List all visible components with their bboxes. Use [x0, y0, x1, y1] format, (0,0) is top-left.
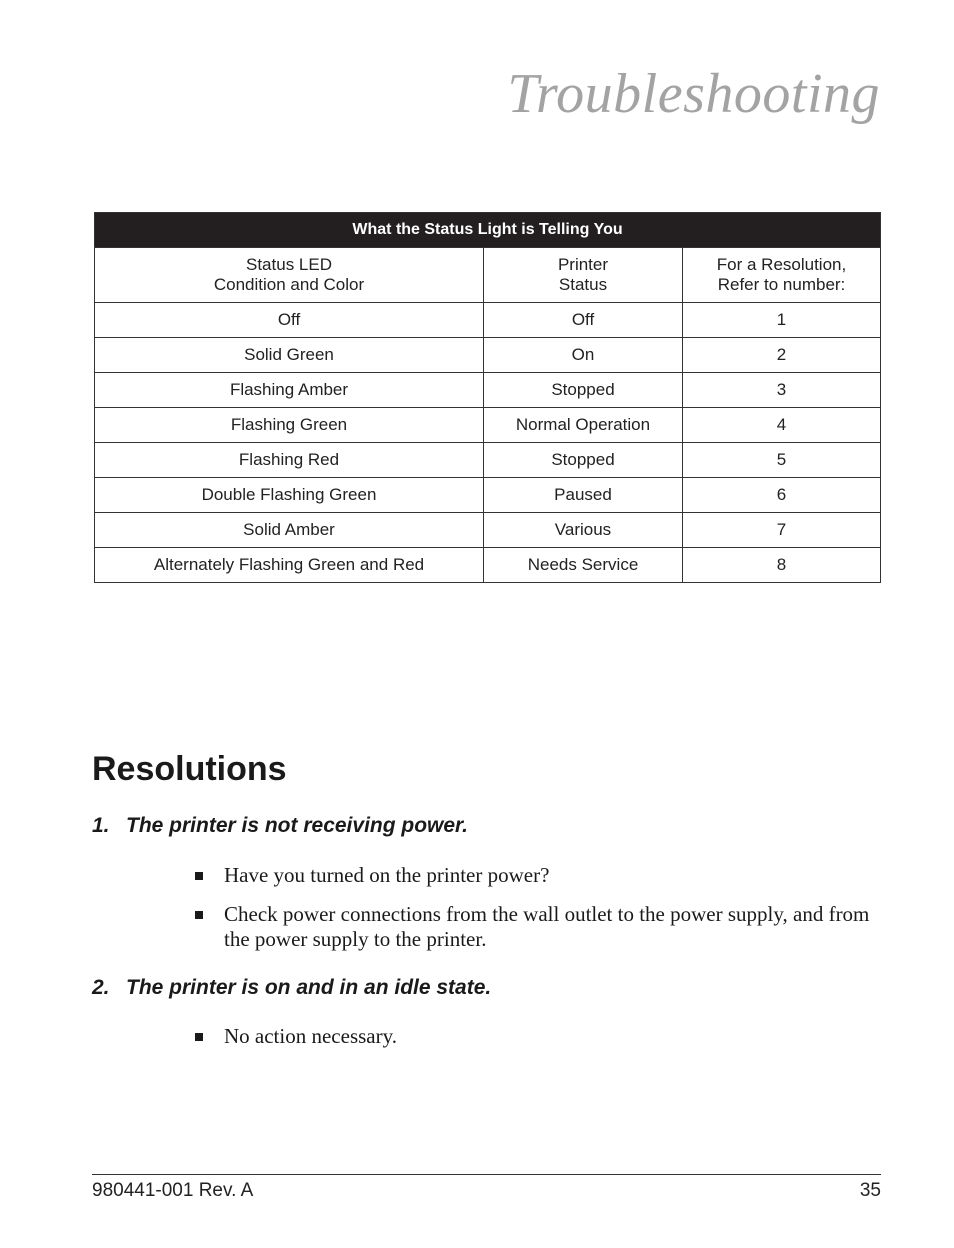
led-condition-cell: Solid Amber: [95, 513, 484, 548]
led-condition-cell: Flashing Green: [95, 408, 484, 443]
printer-status-cell: Paused: [484, 478, 683, 513]
list-item: Check power connections from the wall outlet to the power supply, and from the power supply to the printer.: [194, 902, 874, 952]
resolution-number-cell: 3: [683, 373, 881, 408]
status-light-table: [94, 212, 881, 583]
footer-divider: [92, 1174, 881, 1175]
table-caption: What the Status Light is Telling You: [95, 213, 881, 248]
table-row: [95, 548, 881, 583]
table-row: [95, 513, 881, 548]
printer-status-cell: Needs Service: [484, 548, 683, 583]
list-item: Have you turned on the printer power?: [194, 863, 874, 888]
resolutions-heading: Resolutions: [92, 750, 287, 788]
resolution-number: 2.: [92, 976, 110, 999]
printer-status-cell: Normal Operation: [484, 408, 683, 443]
printer-status-cell: Stopped: [484, 443, 683, 478]
resolution-number-cell: 1: [683, 303, 881, 338]
square-bullet-icon: [195, 872, 203, 880]
table-row: [95, 303, 881, 338]
resolution-1-bullets: [194, 863, 874, 966]
square-bullet-icon: [195, 911, 203, 919]
resolution-number-cell: 8: [683, 548, 881, 583]
resolution-number: 1.: [92, 814, 110, 837]
table-row: [95, 338, 881, 373]
chapter-title: Troubleshooting: [507, 63, 880, 125]
led-condition-cell: Flashing Red: [95, 443, 484, 478]
table-row: [95, 373, 881, 408]
printer-status-cell: Off: [484, 303, 683, 338]
resolution-number-cell: 7: [683, 513, 881, 548]
led-condition-cell: Off: [95, 303, 484, 338]
printer-status-cell: Stopped: [484, 373, 683, 408]
resolution-number-cell: 6: [683, 478, 881, 513]
header-status-led: Status LED Condition and Color: [95, 248, 484, 303]
header-resolution-number: For a Resolution, Refer to number:: [683, 248, 881, 303]
led-condition-cell: Alternately Flashing Green and Red: [95, 548, 484, 583]
table-row: [95, 478, 881, 513]
table-header-row: [95, 248, 881, 303]
resolution-1-heading: [92, 814, 468, 838]
printer-status-cell: Various: [484, 513, 683, 548]
printer-status-cell: On: [484, 338, 683, 373]
led-condition-cell: Flashing Amber: [95, 373, 484, 408]
resolution-number-cell: 2: [683, 338, 881, 373]
resolution-2-heading: [92, 976, 491, 1000]
led-condition-cell: Solid Green: [95, 338, 484, 373]
page-number: 35: [859, 1180, 881, 1201]
resolution-title: The printer is not receiving power.: [126, 814, 468, 837]
resolution-number-cell: 5: [683, 443, 881, 478]
table-row: [95, 408, 881, 443]
resolution-2-bullets: [194, 1024, 874, 1063]
document-number: 980441-001 Rev. A: [92, 1180, 254, 1201]
list-item: No action necessary.: [194, 1024, 874, 1049]
resolution-number-cell: 4: [683, 408, 881, 443]
led-condition-cell: Double Flashing Green: [95, 478, 484, 513]
table-row: [95, 443, 881, 478]
header-printer-status: Printer Status: [484, 248, 683, 303]
resolution-title: The printer is on and in an idle state.: [126, 976, 492, 999]
square-bullet-icon: [195, 1033, 203, 1041]
